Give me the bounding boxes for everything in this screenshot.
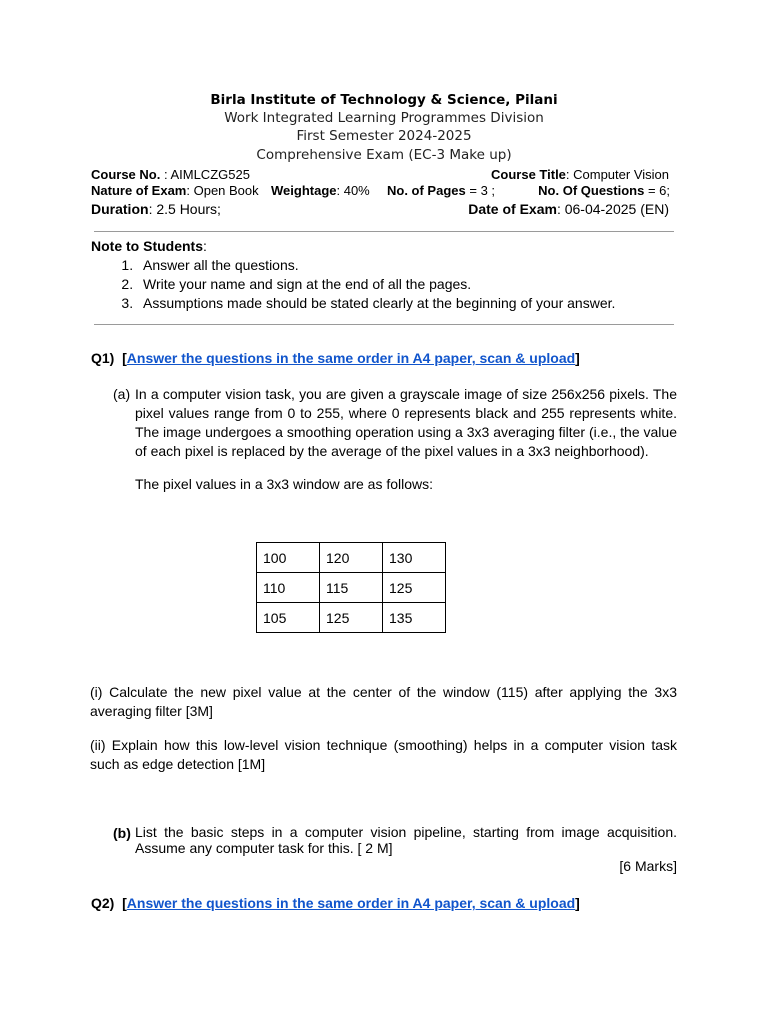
grid-cell: 115 xyxy=(320,573,383,603)
q1-marks: [6 Marks] xyxy=(619,858,677,874)
note-item: 2. Write your name and sign at the end of all the pages. xyxy=(137,275,691,294)
no-of-pages: No. of Pages = 3 ; xyxy=(387,183,496,198)
grid-cell: 125 xyxy=(320,603,383,633)
exam-type: Comprehensive Exam (EC-3 Make up) xyxy=(256,147,512,163)
grid-cell: 120 xyxy=(320,543,383,573)
grid-cell: 130 xyxy=(383,543,446,573)
note-item: 1. Answer all the questions. xyxy=(137,256,691,275)
q1b-text: List the basic steps in a computer vision pipeline, starting from image acquisition. Assume any computer task for this. [ 2 M] xyxy=(135,824,677,856)
q1-sub-i: (i) Calculate the new pixel value at the center of the window (115) after applying the 3x3 averaging filter [3M] xyxy=(90,684,677,719)
q1a-label: (a) xyxy=(113,386,131,402)
course-no: Course No. : AIMLCZG525 xyxy=(91,167,250,182)
weightage: Weightage: 40% xyxy=(271,183,370,198)
nature-of-exam: Nature of Exam: Open Book xyxy=(91,183,259,198)
duration: Duration: 2.5 Hours; xyxy=(91,201,221,217)
semester: First Semester 2024-2025 xyxy=(296,128,472,144)
institute-name: Birla Institute of Technology & Science, Pilani xyxy=(210,92,558,108)
grid-cell: 125 xyxy=(383,573,446,603)
grid-cell: 105 xyxy=(257,603,320,633)
q1a-text: In a computer vision task, you are given a grayscale image of size 256x256 pixels. The pixel values range from 0 to 255, where 0 represents black and 255 represents white. The image undergoes a smoothing operation using a 3x3 averaging filter (i.e., the value of each pixel is replaced by the average of the pixel values in a 3x3 neighborhood). xyxy=(135,386,677,459)
q1-instruction-link[interactable]: Answer the questions in the same order in A4 paper, scan & upload xyxy=(126,350,576,366)
course-title: Course Title: Computer Vision xyxy=(491,167,669,182)
divider-bottom xyxy=(94,324,674,325)
table-row xyxy=(257,543,446,573)
table-row xyxy=(257,573,446,603)
q2-instruction-link[interactable]: Answer the questions in the same order in A4 paper, scan & upload xyxy=(126,895,576,911)
q2-heading: Q2) [Answer the questions in the same order in A4 paper, scan & upload] xyxy=(91,895,580,911)
note-item: 3. Assumptions made should be stated clearly at the beginning of your answer. xyxy=(137,294,691,313)
pixel-grid xyxy=(256,542,446,633)
notes-list xyxy=(91,256,691,313)
date-of-exam: Date of Exam: 06-04-2025 (EN) xyxy=(468,201,669,217)
notes-title: Note to Students: xyxy=(91,238,207,254)
no-of-questions: No. Of Questions = 6; xyxy=(538,183,670,198)
table-row xyxy=(257,603,446,633)
q1-heading: Q1) [Answer the questions in the same order in A4 paper, scan & upload] xyxy=(91,350,580,366)
division-name: Work Integrated Learning Programmes Division xyxy=(224,110,544,126)
grid-cell: 110 xyxy=(257,573,320,603)
window-intro: The pixel values in a 3x3 window are as follows: xyxy=(135,476,434,492)
grid-cell: 135 xyxy=(383,603,446,633)
q1b-label: (b) xyxy=(113,825,131,841)
q1-sub-ii: (ii) Explain how this low-level vision technique (smoothing) helps in a computer vision task such as edge detection [1M] xyxy=(90,737,677,772)
grid-cell: 100 xyxy=(257,543,320,573)
divider-top xyxy=(94,231,674,232)
